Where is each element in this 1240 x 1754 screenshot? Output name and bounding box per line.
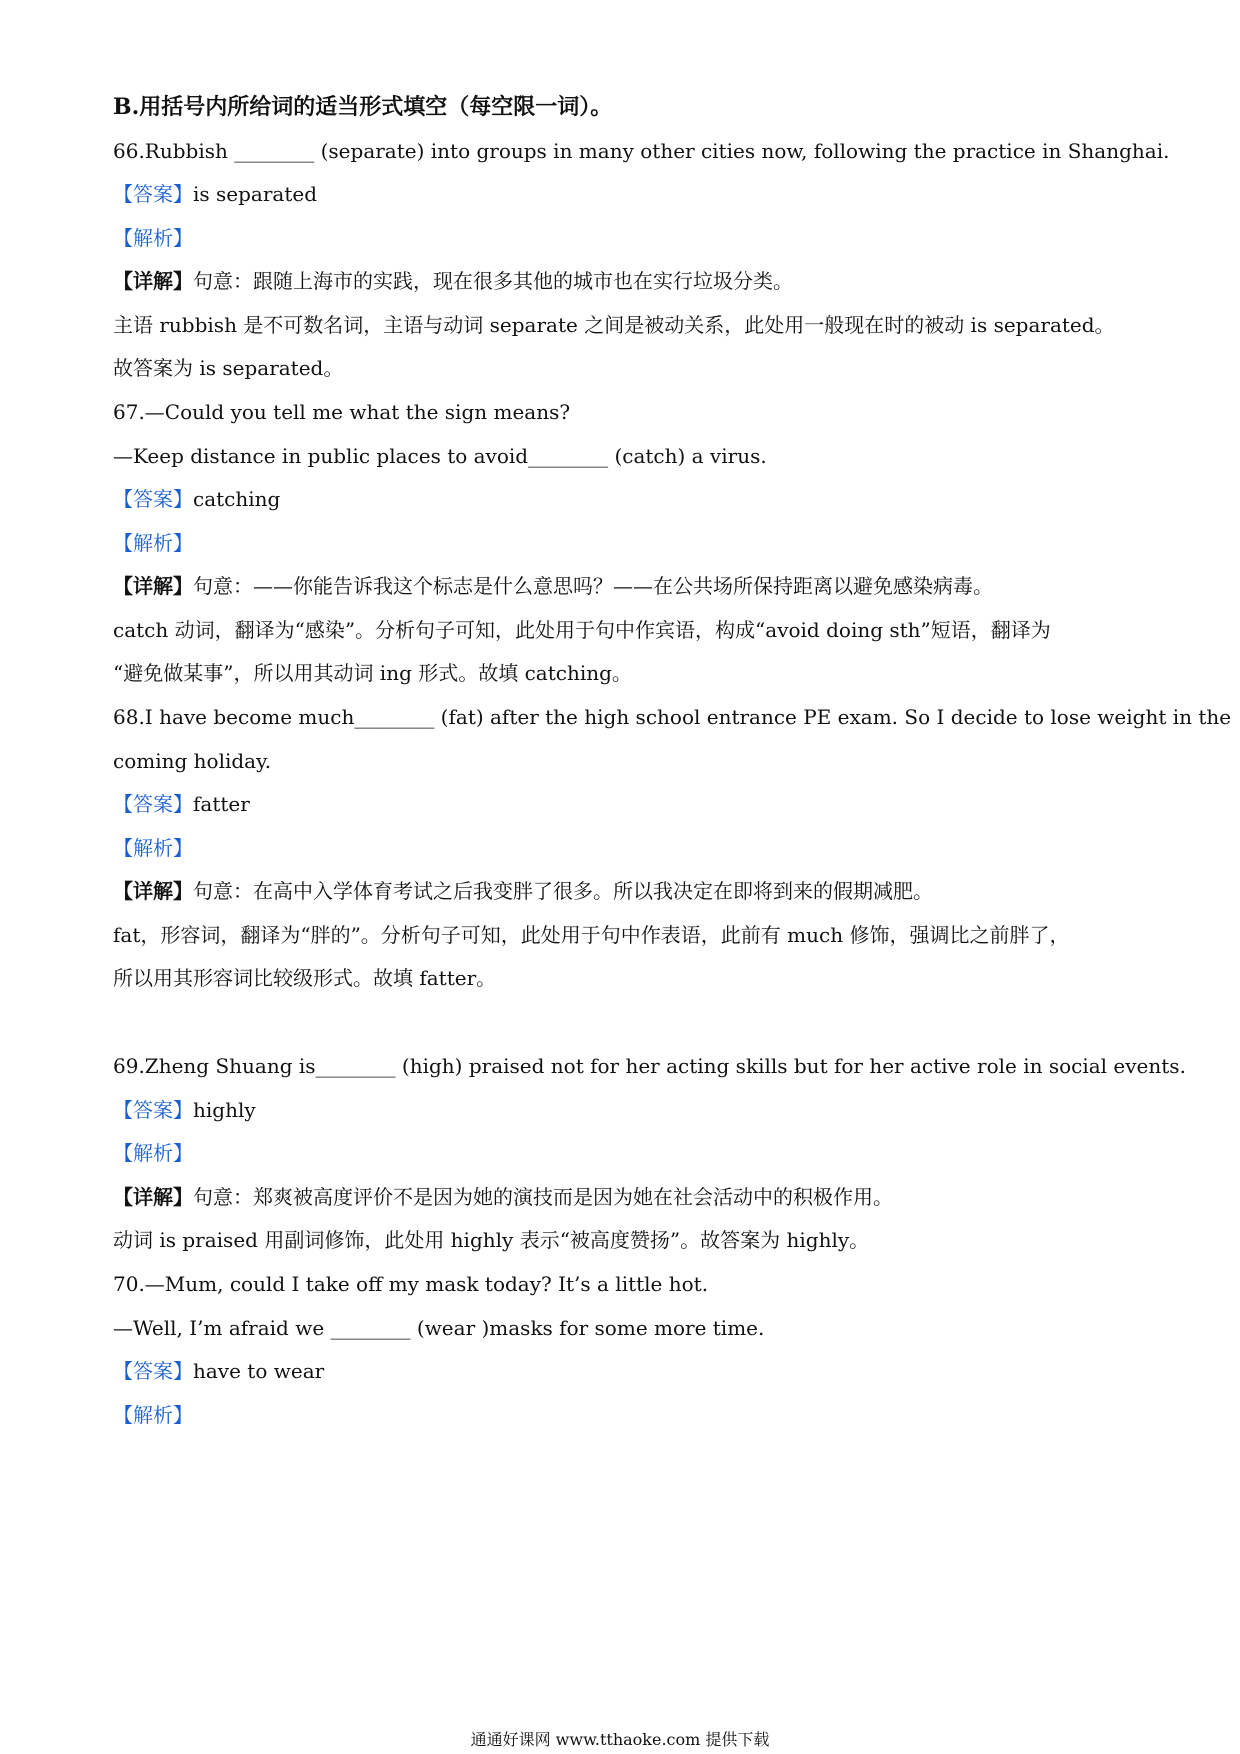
detail-label: 【详解】	[113, 1185, 193, 1209]
answer-label: 【答案】	[113, 487, 193, 511]
question-67-line2: —Keep distance in public places to avoid________ (catch) a virus.	[113, 444, 767, 468]
explanation-69-1: 动词 is praised 用副词修饰，此处用 highly 表示“被高度赞扬”。故答案为 highly。	[113, 1228, 870, 1252]
answer-text: is separated	[193, 182, 318, 206]
detail-67	[113, 571, 1143, 601]
analysis-label-70: 【解析】	[113, 1403, 193, 1427]
answer-text: highly	[193, 1098, 256, 1122]
detail-label: 【详解】	[113, 269, 193, 293]
answer-label: 【答案】	[113, 792, 193, 816]
analysis-label-68: 【解析】	[113, 836, 193, 860]
analysis-label-67: 【解析】	[113, 531, 193, 555]
detail-text: 句意：跟随上海市的实践，现在很多其他的城市也在实行垃圾分类。	[193, 269, 793, 293]
detail-text: 句意：在高中入学体育考试之后我变胖了很多。所以我决定在即将到来的假期减肥。	[193, 879, 933, 903]
answer-text: have to wear	[193, 1359, 325, 1383]
question-70-line1: 70.—Mum, could I take off my mask today? It’s a little hot.	[113, 1272, 709, 1296]
explanation-68-2: 所以用其形容词比较级形式。故填 fatter。	[113, 966, 497, 990]
answer-67	[113, 484, 1143, 514]
explanation-68-1: fat，形容词，翻译为“胖的”。分析句子可知，此处用于句中作表语，此前有 much 修饰，强调比之前胖了，	[113, 923, 1070, 947]
detail-text: 句意：郑爽被高度评价不是因为她的演技而是因为她在社会活动中的积极作用。	[193, 1185, 893, 1209]
section-title: B.用括号内所给词的适当形式填空（每空限一词）。	[113, 94, 613, 120]
answer-69	[113, 1095, 1143, 1125]
question-70-line2: —Well, I’m afraid we ________ (wear )masks for some more time.	[113, 1316, 765, 1340]
explanation-66-1: 主语 rubbish 是不可数名词，主语与动词 separate 之间是被动关系，此处用一般现在时的被动 is separated。	[113, 313, 1115, 337]
page-footer: 通通好课网 www.tthaoke.com 提供下载	[470, 1730, 770, 1749]
question-67-line1: 67.—Could you tell me what the sign means?	[113, 400, 571, 424]
question-68-line1: 68.I have become much________ (fat) after the high school entrance PE exam. So I decide to lose weight in the	[113, 705, 1232, 729]
explanation-66-2: 故答案为 is separated。	[113, 356, 344, 380]
answer-label: 【答案】	[113, 1359, 193, 1383]
detail-66	[113, 266, 1143, 296]
answer-70	[113, 1356, 1143, 1386]
analysis-label-66: 【解析】	[113, 226, 193, 250]
detail-68	[113, 876, 1143, 906]
detail-label: 【详解】	[113, 574, 193, 598]
answer-text: fatter	[193, 792, 250, 816]
explanation-67-2: “避免做某事”，所以用其动词 ing 形式。故填 catching。	[113, 661, 632, 685]
analysis-label-69: 【解析】	[113, 1141, 193, 1165]
explanation-67-1: catch 动词，翻译为“感染”。分析句子可知，此处用于句中作宾语，构成“avoid doing sth”短语，翻译为	[113, 618, 1051, 642]
question-68-line2: coming holiday.	[113, 749, 272, 773]
answer-66	[113, 179, 1143, 209]
detail-69	[113, 1182, 1143, 1212]
answer-68	[113, 789, 1143, 819]
answer-label: 【答案】	[113, 182, 193, 206]
question-66: 66.Rubbish ________ (separate) into groups in many other cities now, following the practice in Shanghai.	[113, 139, 1170, 163]
answer-text: catching	[193, 487, 281, 511]
detail-text: 句意：——你能告诉我这个标志是什么意思吗？——在公共场所保持距离以避免感染病毒。	[193, 574, 993, 598]
question-69: 69.Zheng Shuang is________ (high) praised not for her acting skills but for her active role in social events.	[113, 1054, 1186, 1078]
detail-label: 【详解】	[113, 879, 193, 903]
answer-label: 【答案】	[113, 1098, 193, 1122]
